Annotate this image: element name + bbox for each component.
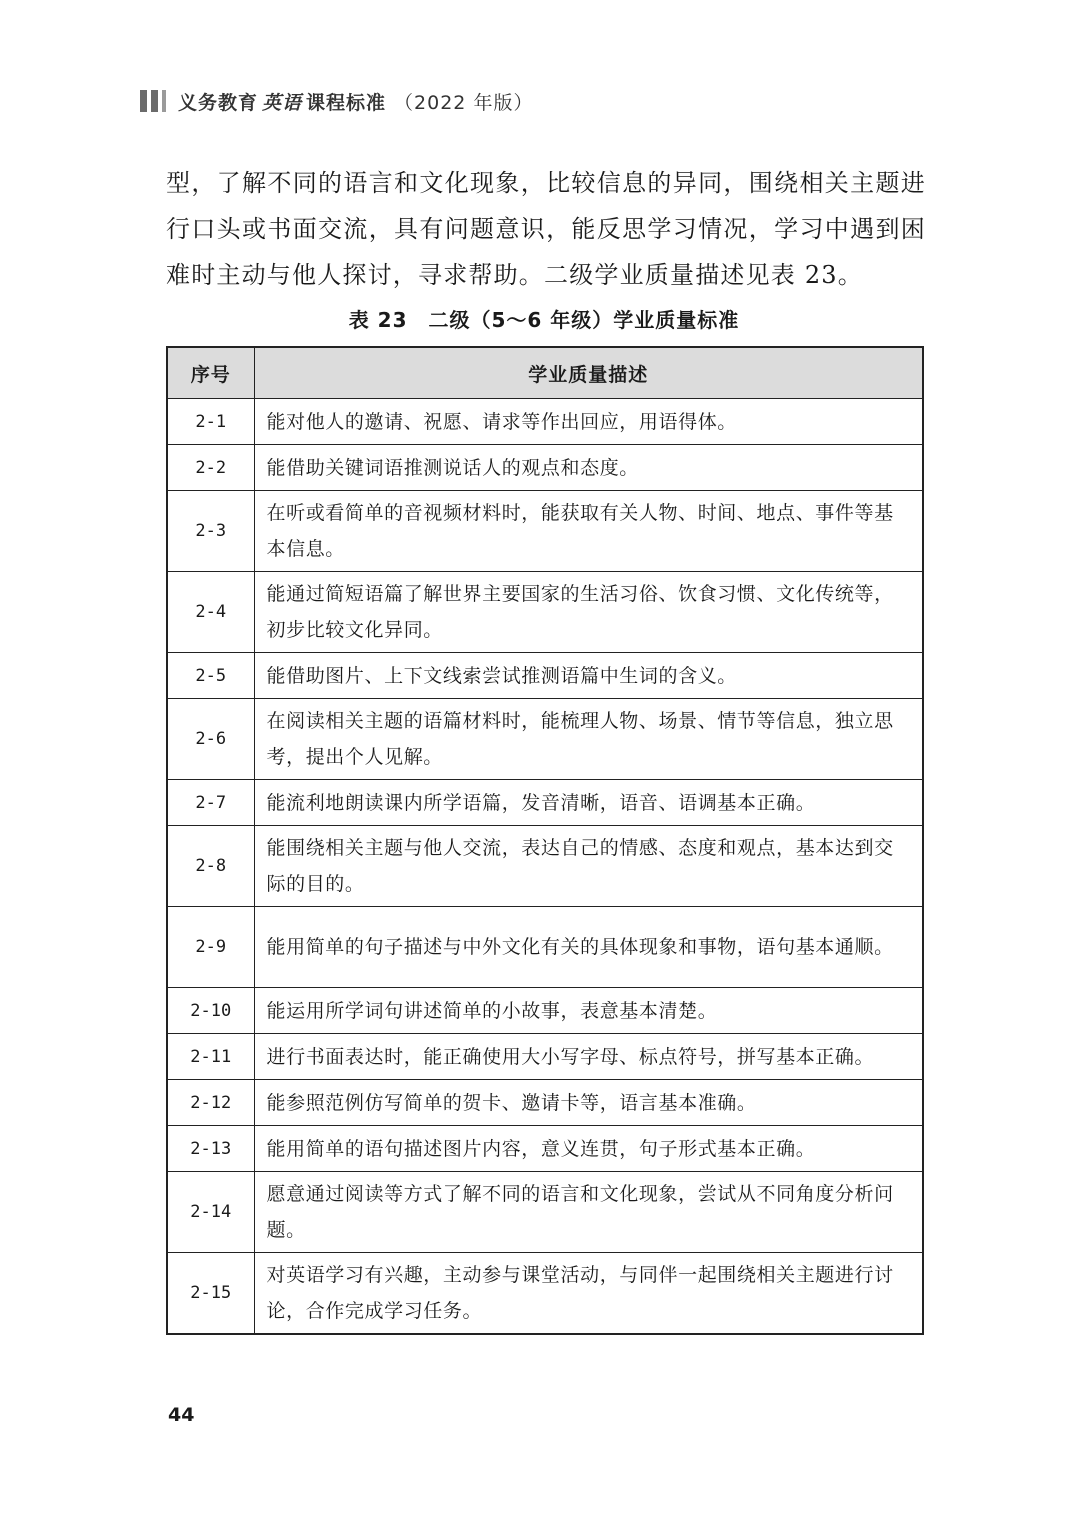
header-bar [140,90,147,112]
column-header-id: 序号 [167,347,254,399]
running-header [140,86,533,116]
row-description: 对英语学习有兴趣，主动参与课堂活动，与同伴一起围绕相关主题进行讨论，合作完成学习任务。 [254,1253,923,1335]
row-id: 2-12 [167,1080,254,1126]
row-id: 2-1 [167,399,254,445]
body-paragraph: 型，了解不同的语言和文化现象，比较信息的异同，围绕相关主题进行口头或书面交流，具有问题意识，能反思学习情况，学习中遇到困难时主动与他人探讨，寻求帮助。二级学业质量描述见表 23。 [166,169,926,289]
row-id: 2-13 [167,1126,254,1172]
table-caption: 表 23 二级（5～6 年级）学业质量标准 [348,308,740,332]
header-edition: （2022 年版） [394,91,534,114]
row-description: 能借助关键词语推测说话人的观点和态度。 [254,445,923,491]
row-description: 在听或看简单的音视频材料时，能获取有关人物、时间、地点、事件等基本信息。 [254,491,923,572]
table-row [167,399,923,445]
row-id: 2-3 [167,491,254,572]
column-header-description: 学业质量描述 [254,347,923,399]
table-row [167,780,923,826]
row-description: 能通过简短语篇了解世界主要国家的生活习俗、饮食习惯、文化传统等，初步比较文化异同。 [254,572,923,653]
table-row [167,826,923,907]
table-row [167,572,923,653]
row-description: 能流利地朗读课内所学语篇，发音清晰，语音、语调基本正确。 [254,780,923,826]
row-description: 能用简单的句子描述与中外文化有关的具体现象和事物，语句基本通顺。 [254,907,923,988]
table-row [167,1172,923,1253]
header-title-prefix: 义务教育 [178,91,259,114]
header-subject: 英语 [262,91,303,114]
row-id: 2-2 [167,445,254,491]
row-description: 愿意通过阅读等方式了解不同的语言和文化现象，尝试从不同角度分析问题。 [254,1172,923,1253]
row-id: 2-14 [167,1172,254,1253]
table-row [167,699,923,780]
header-bar [162,90,166,112]
header-bar [151,90,158,112]
row-id: 2-7 [167,780,254,826]
row-id: 2-4 [167,572,254,653]
row-description: 能用简单的语句描述图片内容，意义连贯，句子形式基本正确。 [254,1126,923,1172]
header-bars-icon [140,90,166,112]
quality-standard-table [166,346,924,1335]
table-row [167,1080,923,1126]
row-id: 2-8 [167,826,254,907]
row-id: 2-6 [167,699,254,780]
table-row [167,491,923,572]
header-title [178,88,533,115]
row-id: 2-15 [167,1253,254,1335]
row-description: 能运用所学词句讲述简单的小故事，表意基本清楚。 [254,988,923,1034]
row-description: 能借助图片、上下文线索尝试推测语篇中生词的含义。 [254,653,923,699]
table-row [167,907,923,988]
row-description: 能围绕相关主题与他人交流，表达自己的情感、态度和观点，基本达到交际的目的。 [254,826,923,907]
table-row [167,1126,923,1172]
table-row [167,653,923,699]
row-id: 2-5 [167,653,254,699]
row-id: 2-9 [167,907,254,988]
table-row [167,988,923,1034]
row-id: 2-11 [167,1034,254,1080]
row-id: 2-10 [167,988,254,1034]
table-header-row [167,347,923,399]
row-description: 在阅读相关主题的语篇材料时，能梳理人物、场景、情节等信息，独立思考，提出个人见解。 [254,699,923,780]
header-title-suffix: 课程标准 [306,91,387,114]
row-description: 能参照范例仿写简单的贺卡、邀请卡等，语言基本准确。 [254,1080,923,1126]
table-row [167,1034,923,1080]
row-description: 进行书面表达时，能正确使用大小写字母、标点符号，拼写基本正确。 [254,1034,923,1080]
table-row [167,1253,923,1335]
table-row [167,445,923,491]
page-number: 44 [168,1404,195,1426]
row-description: 能对他人的邀请、祝愿、请求等作出回应，用语得体。 [254,399,923,445]
